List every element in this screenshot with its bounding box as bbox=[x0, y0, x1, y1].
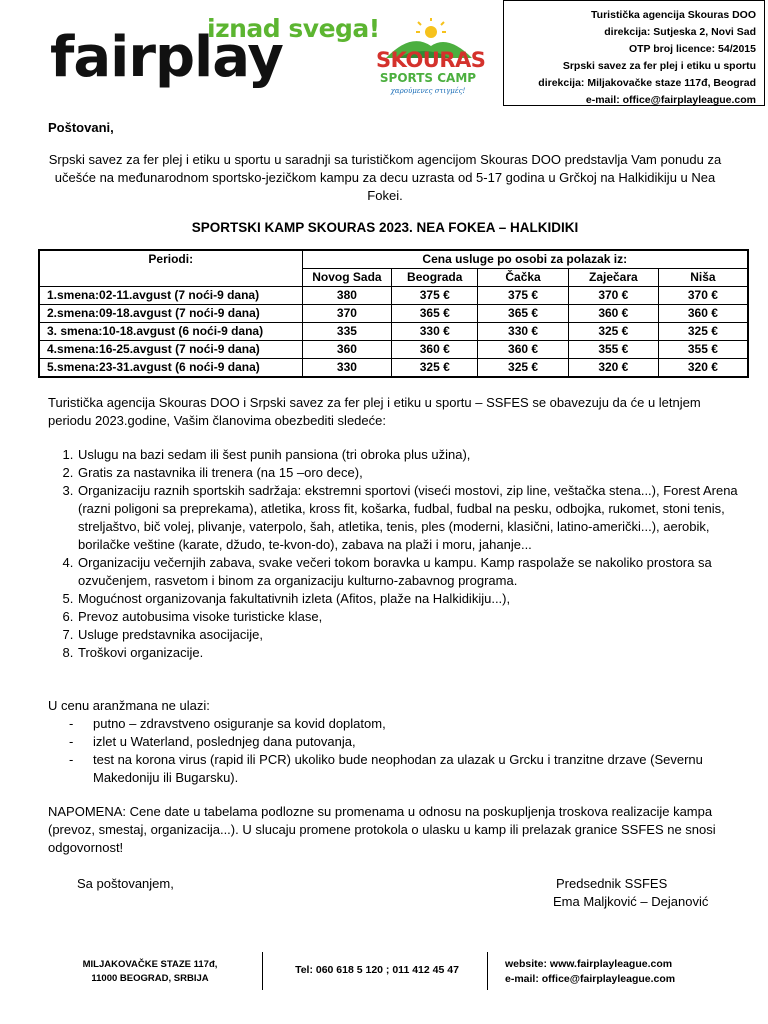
exclusions-title: U cenu aranžmana ne ulazi: bbox=[48, 698, 210, 713]
list-item bbox=[48, 715, 728, 733]
list-item: 8. Troškovi organizacije. bbox=[77, 644, 757, 662]
slogan: iznad svega! bbox=[207, 14, 380, 43]
price-cell: 335 bbox=[302, 323, 392, 341]
list-item bbox=[48, 751, 728, 787]
list-item: 5. Mogućnost organizovanja fakultativnih izleta (Afitos, plaže na Halkidikiju...), bbox=[77, 590, 757, 608]
skouras-name: SKOURAS bbox=[376, 48, 486, 72]
document-title: SPORTSKI KAMP SKOURAS 2023. NEA FOKEA – HALKIDIKI bbox=[191, 220, 579, 235]
greeting: Poštovani, bbox=[48, 120, 114, 135]
period-cell: 4.smena:16-25.avgust (7 noći-9 dana) bbox=[39, 341, 302, 359]
obligation-paragraph: Turistička agencija Skouras DOO i Srpski savez za fer plej i etiku u sportu – SSFES se obavezuju da će u letnjem periodu 2023.godine, Vašim članovima obezbediti sledeće: bbox=[48, 395, 701, 428]
exclusion-text: putno – zdravstveno osiguranje sa kovid doplatom, bbox=[93, 716, 386, 731]
footer-email-link[interactable]: e-mail: office@fairplayleague.com bbox=[505, 973, 676, 985]
info-line: Turistička agencija Skouras DOO bbox=[591, 9, 756, 21]
price-cell: 355 € bbox=[658, 341, 748, 359]
price-cell: 325 € bbox=[658, 323, 748, 341]
exclusion-text: test na korona virus (rapid ili PCR) ukoliko bude neophodan za ulazak u Grcku i tranzitne drzave (Severnu Makedoniju ili Bugarsku). bbox=[93, 752, 703, 785]
city-header: Niša bbox=[658, 269, 748, 287]
periods-header: Periodi: bbox=[39, 250, 302, 287]
table-row bbox=[39, 341, 748, 359]
footer-website-link[interactable]: website: www.fairplayleague.com bbox=[505, 958, 673, 970]
period-cell: 5.smena:23-31.avgust (6 noći-9 dana) bbox=[39, 359, 302, 378]
price-cell: 320 € bbox=[658, 359, 748, 378]
footer-address bbox=[60, 958, 240, 986]
info-line: direkcija: Miljakovačke staze 117đ, Beograd bbox=[538, 77, 756, 89]
price-cell: 375 € bbox=[478, 287, 569, 305]
table-row bbox=[39, 287, 748, 305]
price-cell: 370 € bbox=[658, 287, 748, 305]
price-cell: 360 € bbox=[568, 305, 658, 323]
table-row bbox=[39, 359, 748, 378]
table-header-row bbox=[39, 250, 748, 269]
skouras-subtitle: SPORTS CAMP bbox=[379, 71, 477, 85]
dash-bullet: - bbox=[69, 752, 74, 767]
price-cell: 330 € bbox=[392, 323, 478, 341]
price-cell: 365 € bbox=[478, 305, 569, 323]
period-cell: 2.smena:09-18.avgust (7 noći-9 dana) bbox=[39, 305, 302, 323]
city-header: Beograda bbox=[392, 269, 478, 287]
skouras-tagline: χαρούμενες στιγμές! bbox=[390, 87, 466, 95]
table-row bbox=[39, 305, 748, 323]
city-header: Zaječara bbox=[568, 269, 658, 287]
info-line-email: e-mail: office@fairplayleague.com bbox=[585, 94, 756, 106]
info-line: Srpski savez za fer plej i etiku u sportu bbox=[562, 60, 756, 72]
agency-info-box bbox=[503, 0, 765, 106]
price-table bbox=[38, 249, 749, 378]
info-line: OTP broj licence: 54/2015 bbox=[628, 43, 756, 55]
dash-bullet: - bbox=[69, 716, 74, 731]
list-item: 2. Gratis za nastavnika ili trenera (na 15 –oro dece), bbox=[77, 464, 757, 482]
price-cell: 360 € bbox=[392, 341, 478, 359]
price-cell: 380 bbox=[302, 287, 392, 305]
list-item bbox=[48, 733, 728, 751]
exclusion-text: izlet u Waterland, poslednjeg dana putovanja, bbox=[93, 734, 356, 749]
table-row bbox=[39, 323, 748, 341]
regards: Sa poštovanjem, bbox=[77, 876, 174, 891]
price-cell: 360 € bbox=[478, 341, 569, 359]
footer-address-line: 11000 BEOGRAD, SRBIJA bbox=[91, 973, 209, 984]
price-cell: 375 € bbox=[392, 287, 478, 305]
footer-phone: Tel: 060 618 5 120 ; 011 412 45 47 bbox=[295, 964, 459, 976]
fairplay-logo: fairplay bbox=[50, 25, 283, 90]
city-header: Novog Sada bbox=[302, 269, 392, 287]
price-cell: 365 € bbox=[392, 305, 478, 323]
list-item: 3. Organizaciju raznih sportskih sadržaja: ekstremni sportovi (viseći mostovi, zip line, veštačka stena...), Forest Arena (razni poligoni sa preprekama), atletika, kross fit, košarka, fudbal, fudbal na pesku, odbojka, rukomet, stoni tenis, streljaštvo, bič volej, plivanje, vaterpolo, šah, atletika, tenis, ples (moderni, klasični, latino-američki...), aerobik, borilačke veštine (karate, džudo, te-kvon-do), zabava na plaži i moru, jahanje... bbox=[77, 482, 757, 554]
exclusions-list bbox=[48, 715, 728, 787]
period-cell: 1.smena:02-11.avgust (7 noći-9 dana) bbox=[39, 287, 302, 305]
price-cell: 325 € bbox=[392, 359, 478, 378]
price-cell: 370 bbox=[302, 305, 392, 323]
dash-bullet: - bbox=[69, 734, 74, 749]
services-list bbox=[48, 446, 757, 662]
note-paragraph: NAPOMENA: Cene date u tabelama podlozne su promenama u odnosu na poskupljenja troskova realizacije kampa (prevoz, smestaj, organizacija...). U slucaju promene protokola o ulasku u kamp ili prelazak granice SSFES ne snosi odgovornost! bbox=[48, 804, 716, 855]
footer-divider bbox=[262, 952, 263, 990]
price-cell: 360 € bbox=[658, 305, 748, 323]
city-header: Čačka bbox=[478, 269, 569, 287]
price-cell: 355 € bbox=[568, 341, 658, 359]
signatory-name: Ema Maljković – Dejanović bbox=[553, 894, 709, 909]
price-header: Cena usluge po osobi za polazak iz: bbox=[302, 250, 748, 269]
price-cell: 325 € bbox=[568, 323, 658, 341]
price-cell: 330 bbox=[302, 359, 392, 378]
price-cell: 320 € bbox=[568, 359, 658, 378]
footer-web bbox=[505, 957, 675, 987]
list-item: 7. Usluge predstavnika asocijacije, bbox=[77, 626, 757, 644]
price-cell: 370 € bbox=[568, 287, 658, 305]
list-item: 4. Organizaciju večernjih zabava, svake večeri tokom boravka u kampu. Kamp raspolaže se nakoliko prostora sa ozvučenjem, rasvetom i binom za organizaciju kulturno-zabavnog programa. bbox=[77, 554, 757, 590]
period-cell: 3. smena:10-18.avgust (6 noći-9 dana) bbox=[39, 323, 302, 341]
list-item: 6. Prevoz autobusima visoke turisticke klase, bbox=[77, 608, 757, 626]
price-cell: 330 € bbox=[478, 323, 569, 341]
price-cell: 360 bbox=[302, 341, 392, 359]
info-line: direkcija: Sutjeska 2, Novi Sad bbox=[604, 26, 756, 38]
footer-address-line: MILJAKOVAČKE STAZE 117đ, bbox=[82, 959, 218, 970]
signatory-title: Predsednik SSFES bbox=[556, 876, 668, 891]
intro-paragraph: Srpski savez za fer plej i etiku u sportu u saradnji sa turističkom agencijom Skouras DOO predstavlja Vam ponudu za učešće na međunarodnom sportsko-jezičkom kampu za decu uzrasta od 5-17 godina u Grčkoj na Halkidikiju u Nea Fokei. bbox=[48, 152, 722, 203]
footer-divider bbox=[487, 952, 488, 990]
price-cell: 325 € bbox=[478, 359, 569, 378]
skouras-sports-camp-logo bbox=[376, 18, 486, 106]
list-item: 1. Uslugu na bazi sedam ili šest punih pansiona (tri obroka plus užina), bbox=[77, 446, 757, 464]
